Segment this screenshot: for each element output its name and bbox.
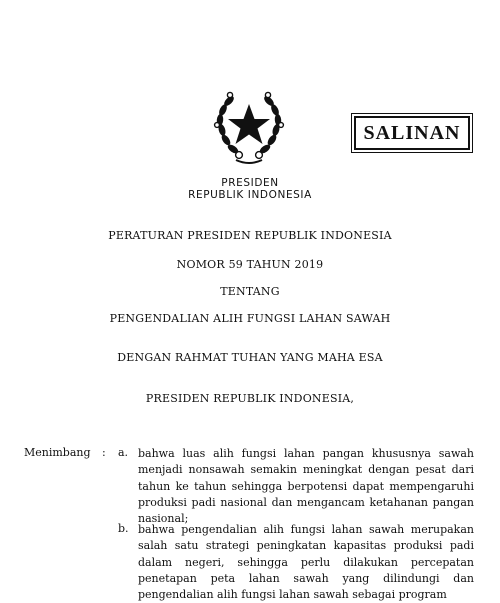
issuer-line-1: PRESIDEN <box>221 177 279 189</box>
regulation-number: NOMOR 59 TAHUN 2019 <box>176 258 324 271</box>
regulation-type: PERATURAN PRESIDEN REPUBLIK INDONESIA <box>108 229 392 242</box>
issuer-line-2: REPUBLIK INDONESIA <box>188 189 312 201</box>
president-heading: PRESIDEN REPUBLIK INDONESIA, <box>145 392 355 405</box>
consideration-text: bahwa pengendalian alih fungsi lahan sawah merupakan salah satu strategi peningkatan kapasitas produksi padi dalam negeri, sehingga perlu dilakukan percepatan penetapan peta lahan sawah yang dilindungi dan pengendalian alih fungsi lahan sawah sebagai program <box>138 523 474 602</box>
salinan-stamp: SALINAN <box>354 116 470 150</box>
considerations-label: Menimbang <box>24 446 91 459</box>
consideration-letter: b. <box>118 522 129 535</box>
invocation: DENGAN RAHMAT TUHAN YANG MAHA ESA <box>117 351 383 364</box>
consideration-letter: a. <box>118 446 129 459</box>
considerations-separator: : <box>102 446 106 459</box>
garuda-star-wreath-emblem-icon <box>208 86 290 168</box>
regulation-subject: PENGENDALIAN ALIH FUNGSI LAHAN SAWAH <box>109 312 391 325</box>
consideration-text: bahwa luas alih fungsi lahan pangan khususnya sawah menjadi nonsawah semakin meningkat dengan pesat dari tahun ke tahun sehingga berpotensi dapat mempengaruhi produksi padi nasional dan mengancam ketahanan pangan nasional; <box>138 447 474 526</box>
regulation-about: TENTANG <box>220 285 280 298</box>
